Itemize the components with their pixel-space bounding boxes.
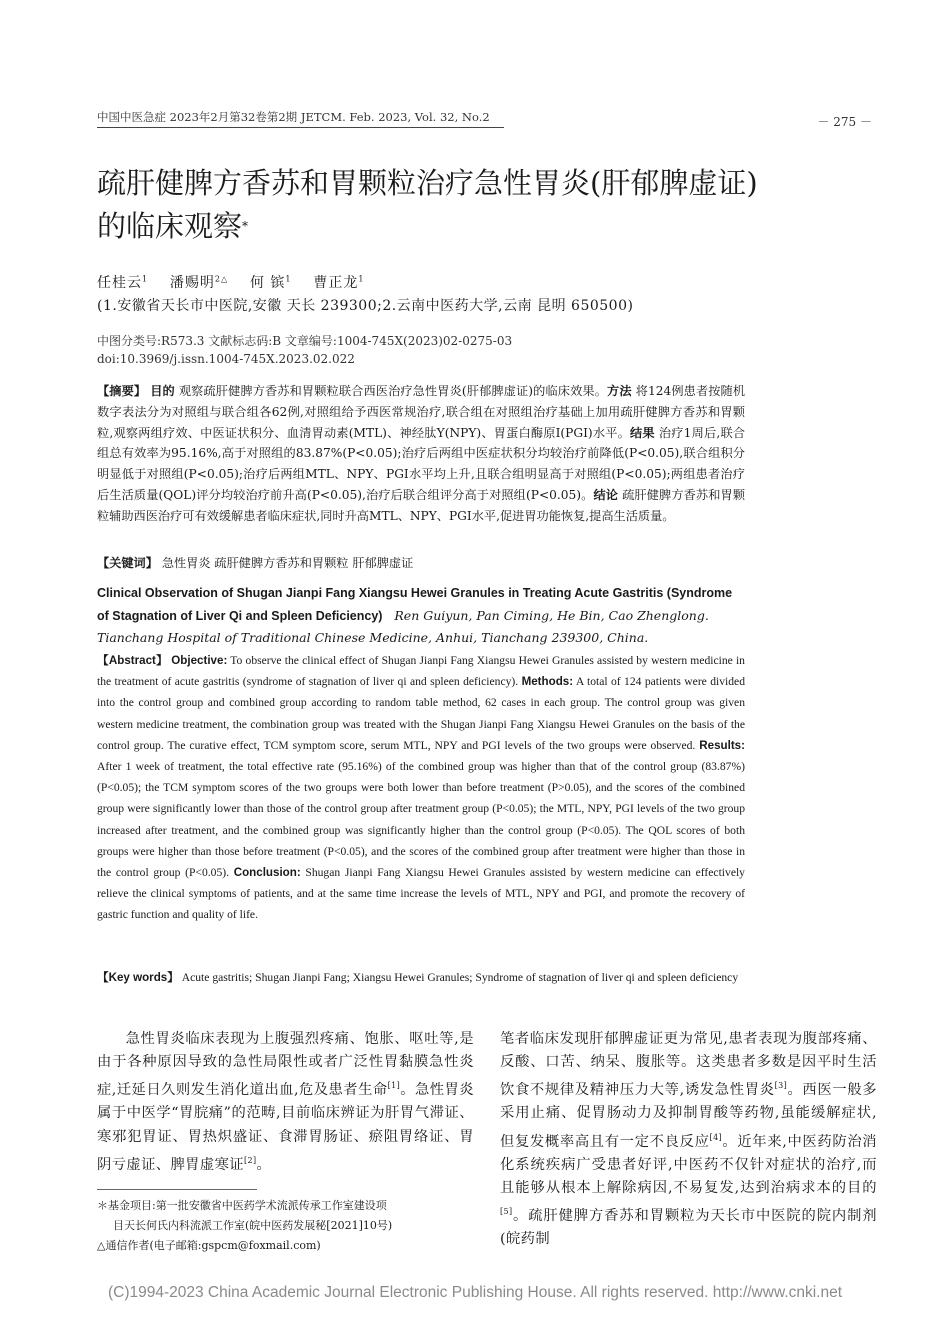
- body-text: 。西医一般多采用止痛、促胃肠动力及抑制胃酸等药物,虽能缓解症状,但复发概率高且有一定不良反应: [500, 1082, 877, 1150]
- english-title-block: [97, 582, 745, 649]
- author-affil-mark: 1: [142, 274, 149, 284]
- author-affil-mark: 2△: [214, 274, 229, 284]
- english-affiliation: Tianchang Hospital of Traditional Chinese Medicine, Anhui, Tianchang 239300, China.: [97, 630, 649, 645]
- objective-text: 观察疏肝健脾方香苏和胃颗粒联合西医治疗急性胃炎(肝郁脾虚证)的临床效果。: [178, 384, 608, 398]
- author-name: 潘赐明: [169, 275, 215, 291]
- fund-note-cont: 目天长何氏内科流派工作室(皖中医药发展秘[2021]10号): [113, 1219, 393, 1232]
- reference-mark: [5]: [500, 1206, 513, 1216]
- results-en-text: After 1 week of treatment, the total effective rate (95.16%) of the combined group was higher than that of the control group (83.87%) (P<0.05); the TCM symptom scores of the two groups were both lower than before treatment (P>0.05), and the scores of the combined group were significantly lower than those of the control group after treatment group (P<0.05); the MTL, NPY, PGI levels of the two group increased after treatment, and the combined group was significantly higher than the control group (P<0.05). The QOL scores of both groups were higher than those before treatment (P<0.05), and the scores of the combined group after treatment were higher than those in the control group (P<0.05).: [97, 760, 745, 880]
- keywords-en-text: Acute gastritis; Shugan Jianpi Fang; Xiangsu Hewei Granules; Syndrome of stagnation of liver qi and spleen deficiency: [181, 971, 739, 984]
- body-text: 笔者临床发现肝郁脾虚证更为常见,患者表现为腹部疼痛、反酸、口苦、纳呆、腹胀等。这类患者多数是因平时生活饮食不规律及精神压力大等,诱发急性胃炎: [500, 1031, 877, 1099]
- conclusion-en-text: Shugan Jianpi Fang Xiangsu Hewei Granules assisted by western medicine can effectively relieve the clinical symptoms of patients, and at the same time increase the levels of MTL, NPY and PGI, and promote the recovery of gastric function and quality of life.: [97, 866, 745, 922]
- reference-mark: [1]: [387, 1081, 401, 1091]
- abstract-cn: [97, 381, 745, 527]
- author-affil-mark: 1: [358, 274, 365, 284]
- methods-en-label: Methods:: [521, 675, 574, 689]
- keywords-en: [97, 967, 745, 988]
- objective-en-text: To observe the clinical effect of Shugan Jianpi Fang Xiangsu Hewei Granules assisted by western medicine in the treatment of acute gastritis (syndrome of stagnation of liver qi and spleen deficiency).: [97, 654, 745, 689]
- running-head: 中国中医急症 2023年2月第32卷第2期 JETCM. Feb. 2023, Vol. 32, No.2: [97, 110, 490, 124]
- abstract-en: [97, 650, 745, 926]
- body-text: 。急性胃炎属于中医学“胃脘痛”的范畴,目前临床辨证为肝胃气滞证、寒邪犯胃证、胃热炽盛证、食滞胃肠证、瘀阻胃络证、胃阴亏虚证、脾胃虚寒证: [97, 1082, 474, 1173]
- author-name: 任桂云: [97, 275, 142, 291]
- keywords-text: 急性胃炎 疏肝健脾方香苏和胃颗粒 肝郁脾虚证: [161, 556, 414, 570]
- copyright-watermark: (C)1994-2023 China Academic Journal Electronic Publishing House. All rights reserved. http://www.cnki.net: [107, 1284, 843, 1301]
- objective-label: 目的: [150, 384, 175, 398]
- english-title: Clinical Observation of Shugan Jianpi Fang Xiangsu Hewei Granules in Treating Acute Gastritis (Syndrome of Stagnation of Liver Qi and Spleen Deficiency): [97, 586, 733, 623]
- reference-mark: [3]: [774, 1081, 788, 1091]
- reference-mark: [4]: [709, 1132, 723, 1142]
- body-text: 急性胃炎临床表现为上腹强烈疼痛、饱胀、呕吐等,是由于各种原因导致的急性局限性或者广泛性胃黏膜急性炎症,迁延日久则发生消化道出血,危及患者生命: [97, 1031, 474, 1099]
- keywords-cn: [97, 554, 413, 571]
- keywords-label: 【关键词】: [97, 556, 158, 570]
- footnote-rule: [97, 1189, 257, 1190]
- body-paragraph: [97, 1028, 474, 1177]
- title-footnote-mark: *: [242, 219, 249, 233]
- title-text: 疏肝健脾方香苏和胃颗粒治疗急性胃炎(肝郁脾虚证)的临床观察: [97, 166, 758, 243]
- body-text: 。疏肝健脾方香苏和胃颗粒为天长市中医院的院内制剂(皖药制: [500, 1207, 877, 1247]
- doi-line: doi:10.3969/j.issn.1004-745X.2023.02.022: [97, 352, 355, 366]
- classification-line: 中图分类号:R573.3 文献标志码:B 文章编号:1004-745X(2023)02-0275-03: [97, 334, 513, 348]
- results-label: 结果: [630, 425, 655, 440]
- body-paragraph: [500, 1028, 877, 1251]
- page-title: [97, 162, 777, 248]
- footnotes: [97, 1196, 477, 1256]
- conclusion-text: 疏肝健脾方香苏和胃颗粒辅助西医治疗可有效缓解患者临床症状,同时升高MTL、NPY、PGI水平,促进胃功能恢复,提高生活质量。: [97, 487, 746, 523]
- affiliation: (1.安徽省天长市中医院,安徽 天长 239300;2.云南中医药大学,云南 昆明 650500): [97, 298, 634, 314]
- results-text: 治疗1周后,联合组总有效率为95.16%,高于对照组的83.87%(P<0.05);治疗后两组中医症状积分均较治疗前降低(P<0.05),联合组积分明显低于对照组(P<0.05);治疗后两组MTL、NPY、PGI水平均上升,且联合组明显高于对照组(P<0.05);两组患者治疗后生活质量(QOL)评分均较治疗前升高(P<0.05),治疗后联合组评分高于对照组(P<0.05)。: [97, 425, 746, 502]
- author-name: 何 镔: [249, 275, 286, 291]
- page-number: － 275 －: [817, 115, 872, 129]
- results-en-label: Results:: [699, 738, 745, 752]
- abstract-en-label: 【Abstract】: [97, 654, 169, 667]
- reference-mark: [2]: [243, 1155, 257, 1165]
- english-authors: Ren Guiyun, Pan Ciming, He Bin, Cao Zhenglong.: [394, 607, 709, 623]
- abstract-label: 【摘要】: [97, 384, 147, 398]
- methods-en-text: A total of 124 patients were divided into the control group and combined group according to random table method, 62 cases in each group. The control group was given western medicine treatment, the combination group was treated with the Shugan Jianpi Fang Xiangsu Hewei Granules on the basis of the control group. The curative effect, TCM symptom score, serum MTL, NPY and PGI levels of the two groups were observed.: [97, 675, 745, 752]
- body-text: 。近年来,中医药防治消化系统疾病广受患者好评,中医药不仅针对症状的治疗,而且能够从根本上解除病因,不易复发,达到治病求本的目的: [500, 1133, 877, 1196]
- body-column-left: [97, 1028, 474, 1177]
- keywords-en-label: 【Key words】: [97, 971, 179, 984]
- methods-text: 将124例患者按随机数字表法分为对照组与联合组各62例,对照组给予西医常规治疗,联合组在对照组治疗基础上加用疏肝健脾方香苏和胃颗粒,观察两组疗效、中医证状积分、血清胃动素(MTL)、神经肽Y(NPY)、胃蛋白酶原I(PGI)水平。: [97, 384, 746, 440]
- objective-en-label: Objective:: [171, 654, 228, 667]
- body-column-right: [500, 1028, 877, 1251]
- corresponding-author-note: △通信作者(电子邮箱:gspcm@foxmail.com): [97, 1239, 321, 1252]
- fund-note: ＊基金项目:第一批安徽省中医药学术流派传承工作室建设项: [97, 1199, 387, 1212]
- body-text: 。: [256, 1156, 272, 1173]
- methods-label: 方法: [607, 384, 632, 398]
- author-affil-mark: 1: [285, 274, 292, 284]
- conclusion-label: 结论: [593, 487, 619, 502]
- header-rule: [97, 127, 504, 128]
- conclusion-en-label: Conclusion:: [233, 866, 301, 880]
- author-list: [97, 272, 364, 292]
- author-name: 曹正龙: [313, 275, 359, 291]
